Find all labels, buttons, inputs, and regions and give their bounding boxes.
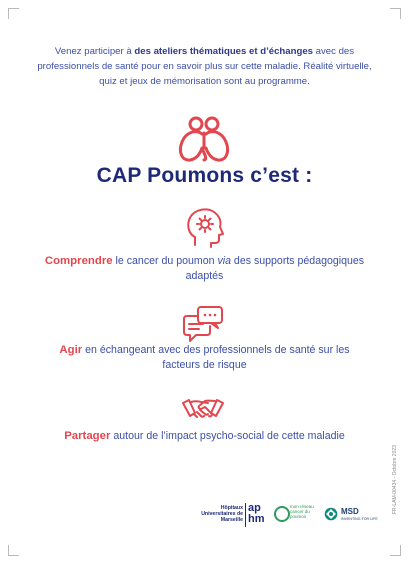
document-code: FR-LAM-00434 - Octobre 2023 [392,445,398,514]
aphm-logo-text: Hôpitaux Universitaires de Marseille [201,505,243,523]
item-comprendre: Comprendre le cancer du poumon via des supports pédagogiques adaptés [44,255,365,282]
aphm-logo-mark: ap hm [248,502,265,525]
item-keyword: Comprendre [44,255,113,267]
page-title: CAP Poumons c’est : [96,164,313,187]
item-keyword: Partager [64,430,111,442]
chat-bubbles-icon [181,302,225,346]
partner-logos [196,503,386,529]
intro-paragraph: Venez participer à des ateliers thématiques et d’échanges avec des professionnels de santé pour en savoir plus sur cette maladie. Réalité virtuelle, quiz et jeux de mémorisation sont au programme. [37,46,372,87]
handshake-icon [181,389,225,433]
msd-logo-icon [324,507,338,521]
item-keyword: Agir [59,344,83,356]
item-agir: Agir en échangeant avec des professionnels de santé sur les facteurs de risque [59,344,350,371]
head-gear-icon [182,205,226,249]
msd-logo-text: MSD [341,507,359,516]
crop-mark-top-left [8,8,19,19]
msd-tagline: INVENTING FOR LIFE [341,517,378,521]
lungs-icon [176,115,232,165]
reseau-logo-text: mon réseau cancer du poumon [290,504,314,520]
crop-mark-bottom-left [8,545,19,556]
crop-mark-bottom-right [390,545,401,556]
item-partager: Partager autour de l’impact psycho-social de cette maladie [64,430,345,442]
reseau-logo-icon [274,506,290,522]
aphm-logo-separator [245,503,246,527]
crop-mark-top-right [390,8,401,19]
